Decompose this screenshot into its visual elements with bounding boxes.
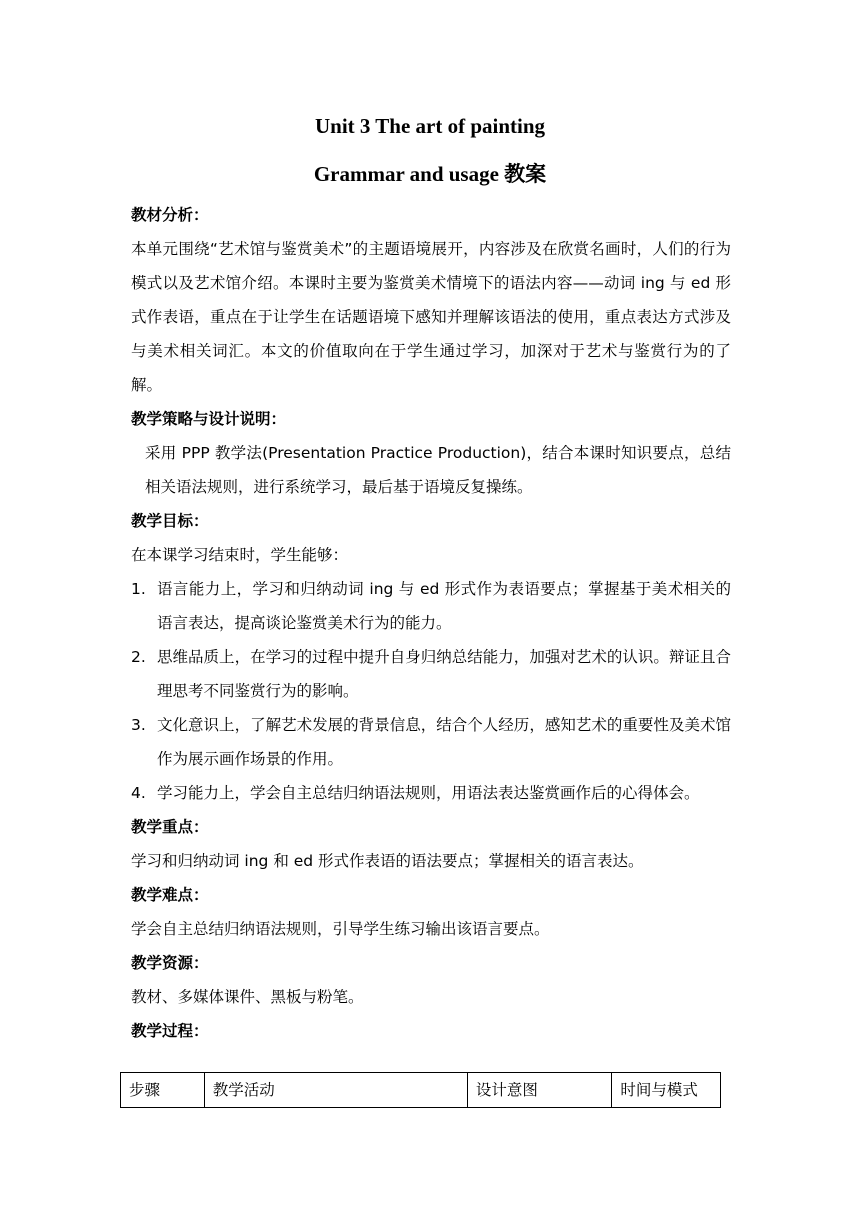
list-item-text: 学习能力上，学会自主总结归纳语法规则，用语法表达鉴赏画作后的心得体会。 [157,784,700,802]
list-item-text: 语言能力上，学习和归纳动词 ing 与 ed 形式作为表语要点；掌握基于美术相关的语言表达，提高谈论鉴赏美术行为的能力。 [157,580,731,632]
document-title: Unit 3 The art of painting [314,114,546,138]
list-item-number: 1. [131,580,146,598]
table-header-cell: 教学活动 [205,1073,468,1107]
table-header-cell: 设计意图 [468,1073,613,1107]
section-heading-key-points: 教学重点： [131,818,209,836]
list-item-text: 文化意识上，了解艺术发展的背景信息，结合个人经历，感知艺术的重要性及美术馆作为展示画作场景的作用。 [157,716,731,768]
list-item-number: 3. [131,716,146,734]
list-item-text: 思维品质上，在学习的过程中提升自身归纳总结能力，加强对艺术的认识。辩证且合理思考不同鉴赏行为的影响。 [157,648,731,700]
section-heading-analysis: 教材分析： [131,206,209,224]
objectives-list [131,572,731,810]
list-item [131,708,731,776]
strategy-paragraph: 采用 PPP 教学法(Presentation Practice Production)，结合本课时知识要点，总结相关语法规则，进行系统学习，最后基于语境反复操练。 [145,444,731,496]
key-points-paragraph: 学习和归纳动词 ing 和 ed 形式作表语的语法要点；掌握相关的语言表达。 [131,852,644,870]
list-item-number: 2. [131,648,146,666]
objectives-intro: 在本课学习结束时，学生能够： [131,546,349,564]
section-heading-strategy: 教学策略与设计说明： [131,410,287,428]
document-subtitle: Grammar and usage 教案 [313,162,547,186]
section-heading-objectives: 教学目标： [131,512,209,530]
section-heading-difficulties: 教学难点： [131,886,209,904]
list-item [131,572,731,640]
resources-paragraph: 教材、多媒体课件、黑板与粉笔。 [131,988,364,1006]
list-item-number: 4. [131,784,146,802]
difficulties-paragraph: 学会自主总结归纳语法规则，引导学生练习输出该语言要点。 [131,920,550,938]
section-heading-resources: 教学资源： [131,954,209,972]
list-item [131,776,731,810]
process-table-header [120,1072,721,1108]
table-header-cell: 步骤 [121,1073,205,1107]
document-body [131,198,731,1048]
section-heading-process: 教学过程： [131,1022,209,1040]
table-header-cell: 时间与模式 [620,1081,698,1099]
list-item [131,640,731,708]
analysis-paragraph: 本单元围绕“艺术馆与鉴赏美术”的主题语境展开，内容涉及在欣赏名画时，人们的行为模式以及艺术馆介绍。本课时主要为鉴赏美术情境下的语法内容——动词 ing 与 ed 形式作表语，重点在于让学生在话题语境下感知并理解该语法的使用，重点表达方式涉及与美术相关词汇。本文的价值取向在于学生通过学习，加深对于艺术与鉴赏行为的了解。 [131,240,731,394]
